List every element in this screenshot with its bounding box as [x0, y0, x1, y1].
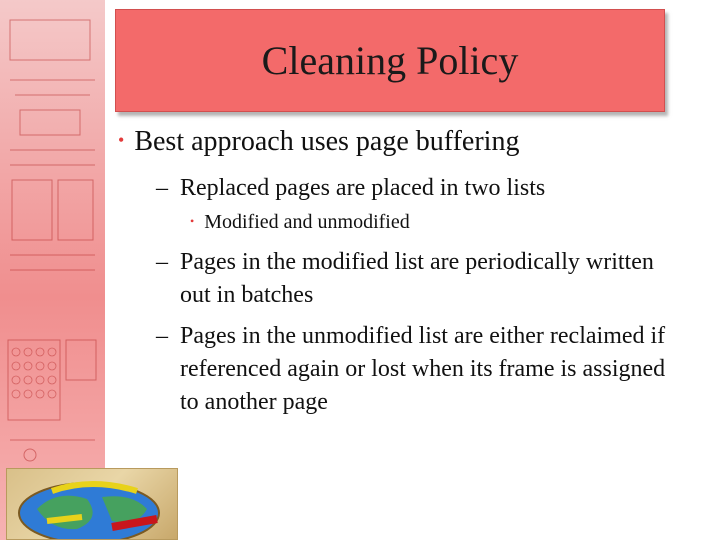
- circuit-diagram-icon: [0, 0, 105, 540]
- sub-sub-bullet: [190, 211, 410, 234]
- windows-cluster-logo: [6, 468, 178, 540]
- dash-icon: –: [156, 323, 168, 349]
- bullet-icon: •: [118, 130, 125, 150]
- sub-bullet-2: [156, 246, 676, 312]
- dash-icon: –: [156, 249, 168, 275]
- bullet-icon: •: [190, 214, 195, 228]
- bullet-text: Best approach uses page buffering: [134, 126, 520, 157]
- sub-bullet-text: Pages in the modified list are periodically written out in batches: [180, 249, 654, 308]
- decorative-circuit-strip: [0, 0, 105, 540]
- sub-sub-bullet-text: Modified and unmodified: [204, 211, 410, 233]
- globe-logo-icon: [7, 469, 177, 539]
- bullet-level1: [118, 126, 519, 158]
- title-box: [115, 9, 665, 112]
- sub-bullet-1: [156, 172, 676, 205]
- slide-title: Cleaning Policy: [261, 38, 519, 83]
- dash-icon: –: [156, 175, 168, 201]
- sub-bullet-text: Pages in the unmodified list are either reclaimed if referenced again or lost when its frame is assigned to another page: [180, 323, 666, 415]
- sub-bullet-text: Replaced pages are placed in two lists: [180, 175, 546, 201]
- sub-bullet-3: [156, 320, 676, 419]
